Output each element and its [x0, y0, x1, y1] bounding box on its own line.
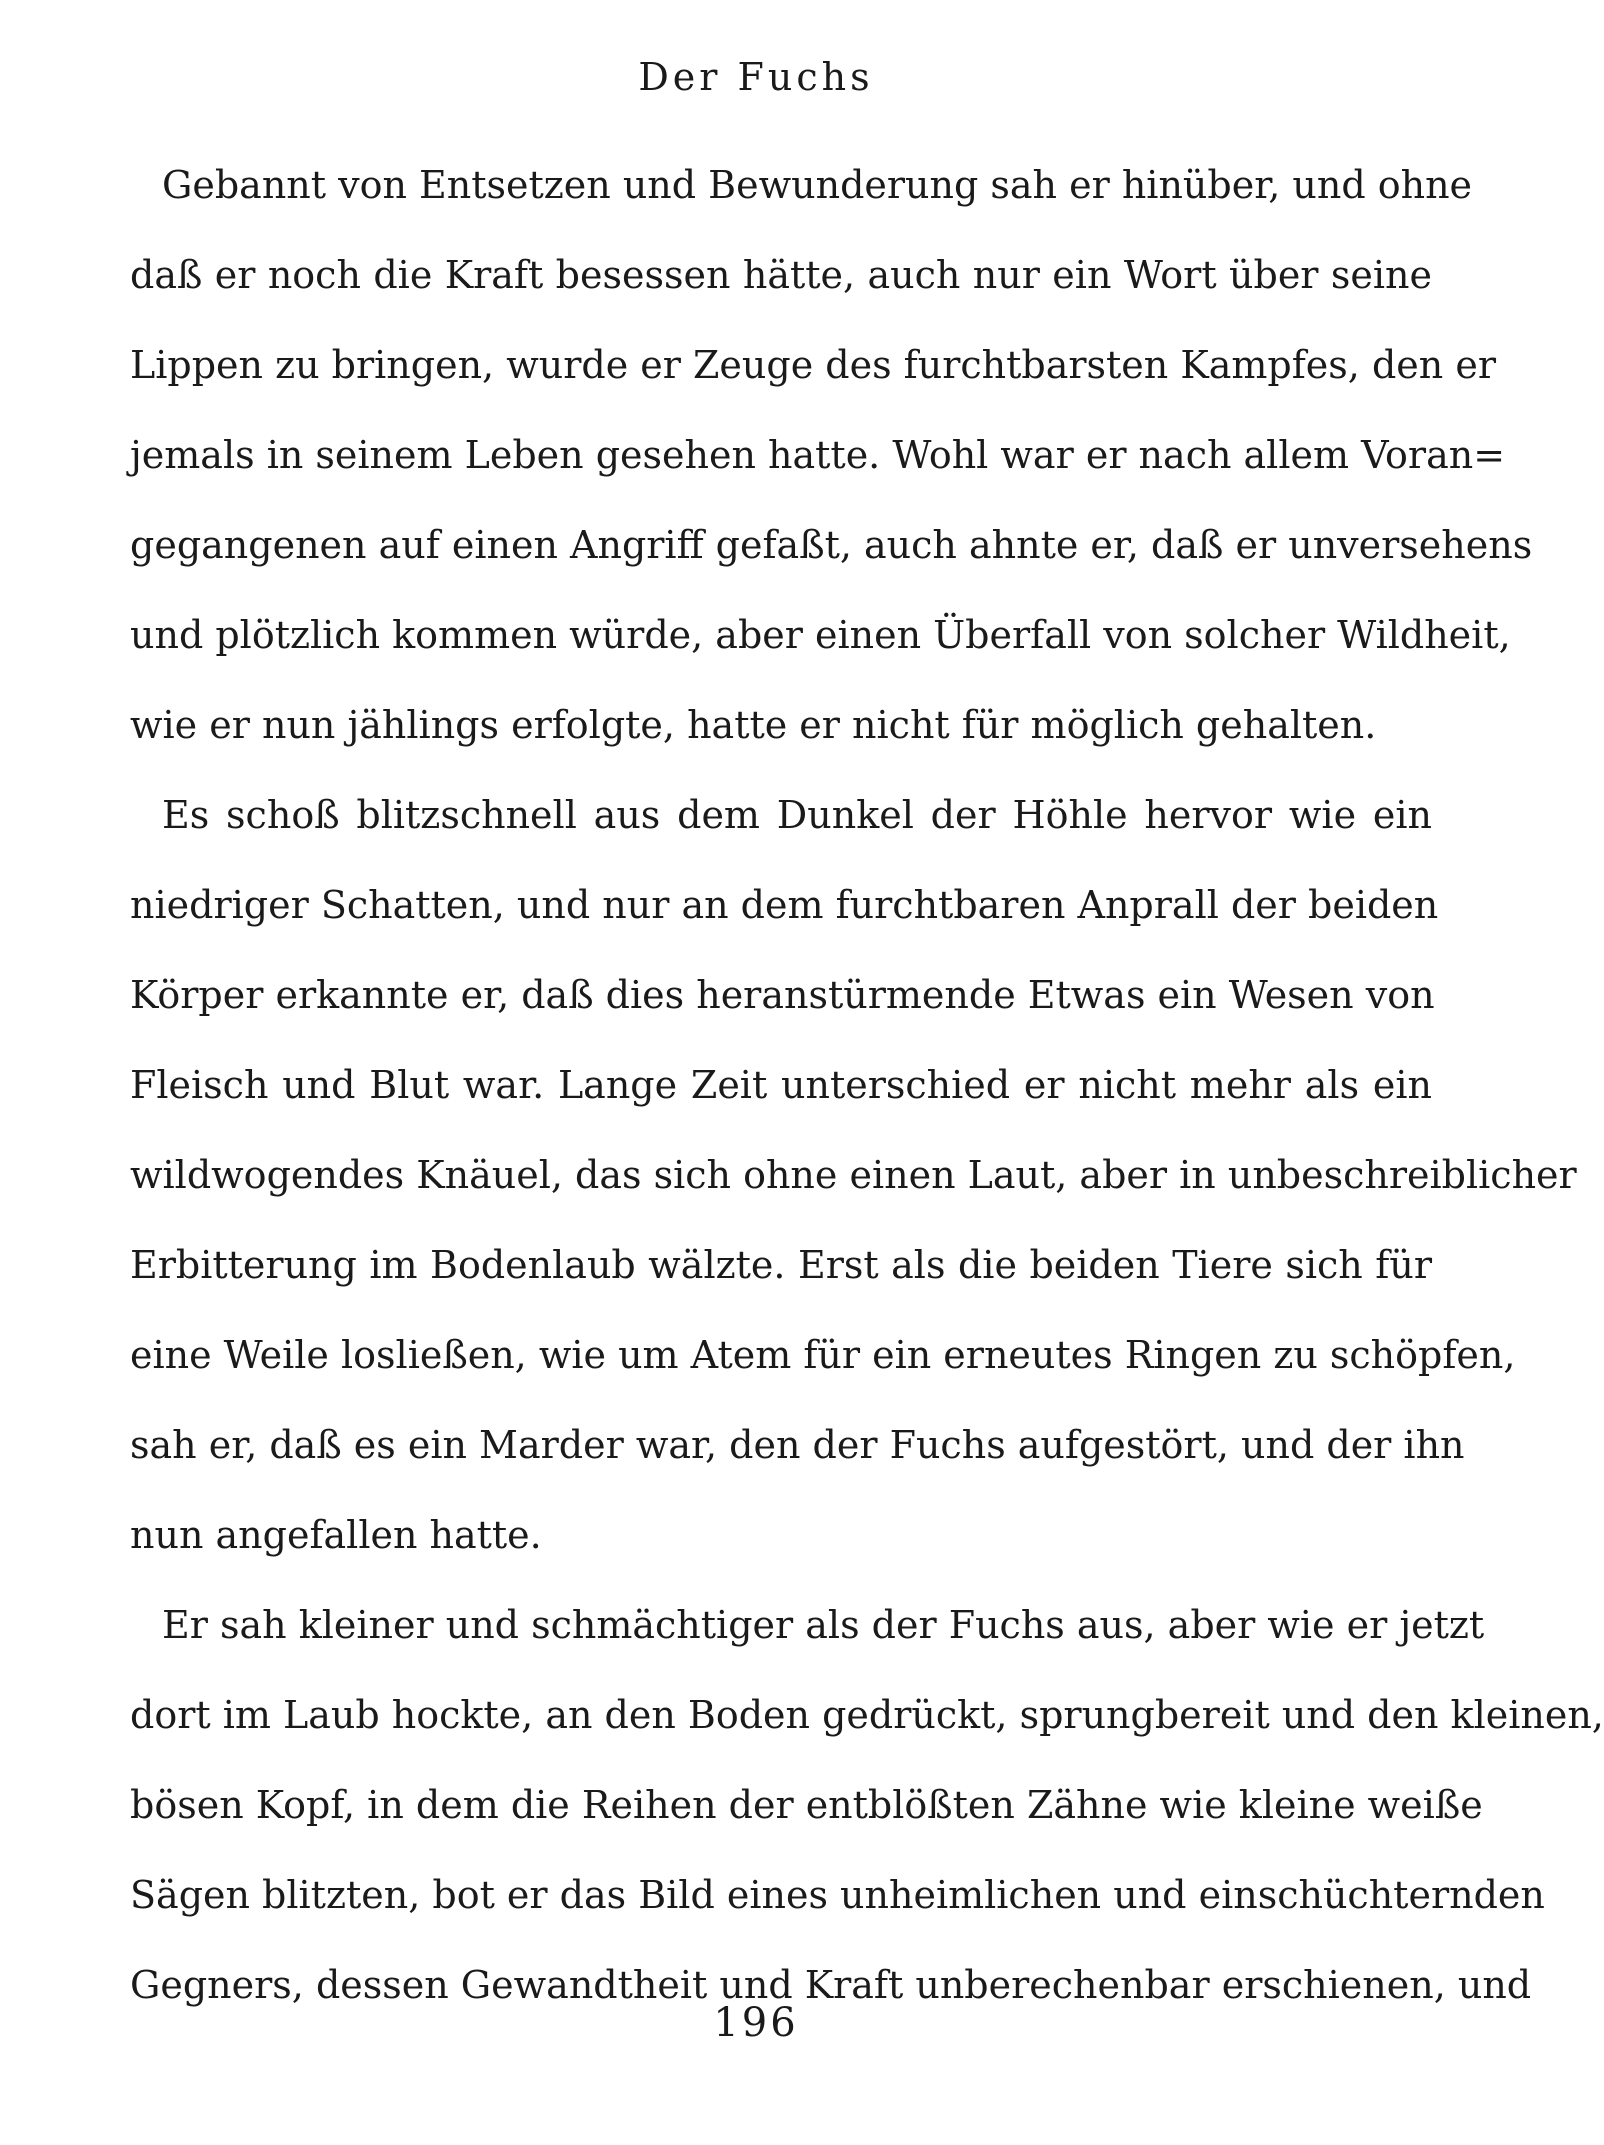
text-line: jemals in seinem Leben gesehen hatte. Wohl war er nach allem Voran= [130, 433, 1506, 477]
paragraph-2 [130, 770, 1577, 1580]
text-line: wie er nun jählings erfolgte, hatte er nicht für möglich gehalten. [130, 703, 1377, 747]
text-line: Gegners, dessen Gewandtheit und Kraft unberechenbar erschienen, und [130, 1963, 1532, 2007]
text-line: bösen Kopf, in dem die Reihen der entblößten Zähne wie kleine weiße [130, 1783, 1483, 1827]
text-line: nun angefallen hatte. [130, 1513, 542, 1557]
text-line: Lippen zu bringen, wurde er Zeuge des furchtbarsten Kampfes, den er [130, 343, 1496, 387]
text-line: und plötzlich kommen würde, aber einen Überfall von solcher Wildheit, [130, 613, 1511, 657]
text-line: Er sah kleiner und schmächtiger als der Fuchs aus, aber wie er jetzt [162, 1603, 1485, 1647]
text-line: wildwogendes Knäuel, das sich ohne einen Laut, aber in unbeschreiblicher [130, 1153, 1577, 1197]
text-line: daß er noch die Kraft besessen hätte, auch nur ein Wort über seine [130, 253, 1432, 297]
text-line: gegangenen auf einen Angriff gefaßt, auch ahnte er, daß er unversehens [130, 523, 1533, 567]
page-number: 196 [713, 2000, 799, 2046]
text-line: Erbitterung im Bodenlaub wälzte. Erst als die beiden Tiere sich für [130, 1243, 1432, 1287]
body-text [130, 140, 1604, 2030]
text-line: dort im Laub hockte, an den Boden gedrückt, sprungbereit und den kleinen, [130, 1693, 1604, 1737]
text-line: sah er, daß es ein Marder war, den der Fuchs aufgestört, und der ihn [130, 1423, 1465, 1467]
text-line: Fleisch und Blut war. Lange Zeit unterschied er nicht mehr als ein [130, 1063, 1432, 1107]
text-line: Gebannt von Entsetzen und Bewunderung sah er hinüber, und ohne [162, 163, 1473, 207]
text-line: niedriger Schatten, und nur an dem furchtbaren Anprall der beiden [130, 883, 1439, 927]
text-line: eine Weile losließen, wie um Atem für ein erneutes Ringen zu schöpfen, [130, 1333, 1516, 1377]
text-line: Sägen blitzten, bot er das Bild eines unheimlichen und einschüchternden [130, 1873, 1545, 1917]
paragraph-3 [130, 1580, 1604, 2030]
text-line: Es schoß blitzschnell aus dem Dunkel der Höhle hervor wie ein [162, 793, 1432, 837]
running-head: Der Fuchs [638, 55, 874, 99]
paragraph-1 [130, 140, 1533, 770]
text-line: Körper erkannte er, daß dies heranstürmende Etwas ein Wesen von [130, 973, 1435, 1017]
